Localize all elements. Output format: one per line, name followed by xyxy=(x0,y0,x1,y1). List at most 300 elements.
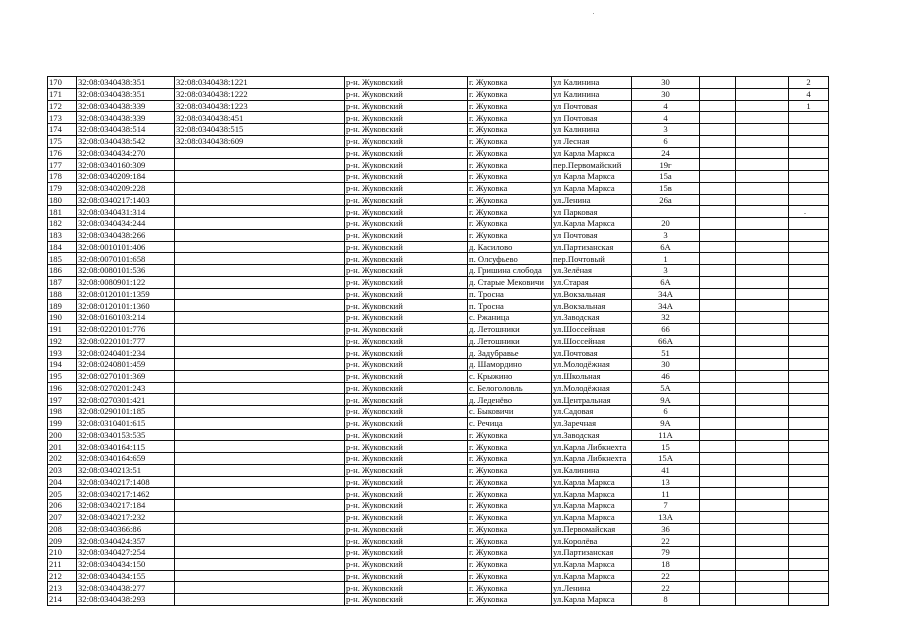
apartment-number-cell xyxy=(789,347,829,359)
locality-cell: г. Жуковка xyxy=(468,100,552,112)
cadastral-number-cell: 32:08:0340434:155 xyxy=(77,570,175,582)
table-row xyxy=(48,77,829,89)
street-cell: ул Почтовая xyxy=(552,112,632,124)
table-row xyxy=(48,476,829,488)
extra-cell-1 xyxy=(700,312,736,324)
scan-speck xyxy=(593,13,594,14)
locality-cell: п. Тросна xyxy=(468,288,552,300)
extra-cell-2 xyxy=(736,464,789,476)
locality-cell: д. Летошники xyxy=(468,323,552,335)
district-cell: р-н. Жуковский xyxy=(345,417,468,429)
house-number-cell: 9А xyxy=(632,417,700,429)
apartment-number-cell xyxy=(789,582,829,594)
apartment-number-cell xyxy=(789,253,829,265)
house-number-cell: 1 xyxy=(632,253,700,265)
room-cadastral-number-cell xyxy=(175,511,345,523)
locality-cell: д. Касилово xyxy=(468,241,552,253)
room-cadastral-number-cell xyxy=(175,370,345,382)
district-cell: р-н. Жуковский xyxy=(345,182,468,194)
street-cell: ул.Шоссейная xyxy=(552,335,632,347)
apartment-number-cell xyxy=(789,206,829,218)
district-cell: р-н. Жуковский xyxy=(345,112,468,124)
district-cell: р-н. Жуковский xyxy=(345,206,468,218)
locality-cell: д. Старые Мековичи xyxy=(468,276,552,288)
house-number-cell: 79 xyxy=(632,547,700,559)
extra-cell-1 xyxy=(700,335,736,347)
street-cell: ул.Калинина xyxy=(552,464,632,476)
apartment-number-cell xyxy=(789,511,829,523)
house-number-cell: 13 xyxy=(632,476,700,488)
street-cell: ул Калинина xyxy=(552,88,632,100)
house-number-cell: 7 xyxy=(632,500,700,512)
street-cell: ул.Карла Либкнехта xyxy=(552,453,632,465)
room-cadastral-number-cell xyxy=(175,312,345,324)
extra-cell-2 xyxy=(736,394,789,406)
cadastral-number-cell: 32:08:0340438:514 xyxy=(77,124,175,136)
cadastral-number-cell: 32:08:0290101:185 xyxy=(77,406,175,418)
cadastral-number-cell: 32:08:0220101:777 xyxy=(77,335,175,347)
apartment-number-cell xyxy=(789,417,829,429)
locality-cell: с. Речица xyxy=(468,417,552,429)
room-cadastral-number-cell xyxy=(175,323,345,335)
street-cell: ул.Карла Маркса xyxy=(552,218,632,230)
extra-cell-1 xyxy=(700,441,736,453)
room-cadastral-number-cell xyxy=(175,218,345,230)
extra-cell-1 xyxy=(700,359,736,371)
cadastral-number-cell: 32:08:0340213:51 xyxy=(77,464,175,476)
street-cell: ул.Вокзальная xyxy=(552,288,632,300)
extra-cell-1 xyxy=(700,594,736,606)
district-cell: р-н. Жуковский xyxy=(345,312,468,324)
extra-cell-2 xyxy=(736,370,789,382)
street-cell: ул.Карла Маркса xyxy=(552,500,632,512)
row-number-cell: 180 xyxy=(48,194,77,206)
room-cadastral-number-cell xyxy=(175,229,345,241)
locality-cell: г. Жуковка xyxy=(468,535,552,547)
house-number-cell: 6 xyxy=(632,135,700,147)
locality-cell: г. Жуковка xyxy=(468,194,552,206)
extra-cell-1 xyxy=(700,558,736,570)
locality-cell: г. Жуковка xyxy=(468,594,552,606)
table-row xyxy=(48,300,829,312)
apartment-number-cell xyxy=(789,276,829,288)
extra-cell-1 xyxy=(700,511,736,523)
room-cadastral-number-cell: 32:08:0340438:1223 xyxy=(175,100,345,112)
house-number-cell: 3 xyxy=(632,265,700,277)
cadastral-number-cell: 32:08:0160103:214 xyxy=(77,312,175,324)
cadastral-number-cell: 32:08:0340160:309 xyxy=(77,159,175,171)
cadastral-number-cell: 32:08:0340438:351 xyxy=(77,88,175,100)
table-row xyxy=(48,406,829,418)
cadastral-number-cell: 32:08:0240801:459 xyxy=(77,359,175,371)
cadastral-number-cell: 32:08:0340431:314 xyxy=(77,206,175,218)
apartment-number-cell xyxy=(789,500,829,512)
row-number-cell: 192 xyxy=(48,335,77,347)
room-cadastral-number-cell xyxy=(175,441,345,453)
room-cadastral-number-cell xyxy=(175,547,345,559)
locality-cell: с. Ржаница xyxy=(468,312,552,324)
table-row xyxy=(48,582,829,594)
table-row xyxy=(48,547,829,559)
house-number-cell: 32 xyxy=(632,312,700,324)
room-cadastral-number-cell xyxy=(175,464,345,476)
extra-cell-1 xyxy=(700,100,736,112)
table-row xyxy=(48,359,829,371)
table-row xyxy=(48,347,829,359)
district-cell: р-н. Жуковский xyxy=(345,453,468,465)
cadastral-number-cell: 32:08:0270101:369 xyxy=(77,370,175,382)
cadastral-number-cell: 32:08:0010101:406 xyxy=(77,241,175,253)
extra-cell-2 xyxy=(736,429,789,441)
street-cell: ул Лесная xyxy=(552,135,632,147)
room-cadastral-number-cell: 32:08:0340438:1222 xyxy=(175,88,345,100)
street-cell: ул Почтовая xyxy=(552,229,632,241)
cadastral-number-cell: 32:08:0340164:659 xyxy=(77,453,175,465)
cadastral-number-cell: 32:08:0340217:1408 xyxy=(77,476,175,488)
street-cell: ул.Почтовая xyxy=(552,347,632,359)
cadastral-number-cell: 32:08:0340217:184 xyxy=(77,500,175,512)
cadastral-number-cell: 32:08:0340438:266 xyxy=(77,229,175,241)
locality-cell: с. Белоголовль xyxy=(468,382,552,394)
extra-cell-2 xyxy=(736,570,789,582)
row-number-cell: 179 xyxy=(48,182,77,194)
district-cell: р-н. Жуковский xyxy=(345,570,468,582)
table-row xyxy=(48,323,829,335)
room-cadastral-number-cell xyxy=(175,406,345,418)
extra-cell-2 xyxy=(736,547,789,559)
district-cell: р-н. Жуковский xyxy=(345,441,468,453)
cadastral-number-cell: 32:08:0340366:86 xyxy=(77,523,175,535)
extra-cell-2 xyxy=(736,147,789,159)
extra-cell-2 xyxy=(736,594,789,606)
cadastral-number-cell: 32:08:0310401:615 xyxy=(77,417,175,429)
district-cell: р-н. Жуковский xyxy=(345,429,468,441)
row-number-cell: 181 xyxy=(48,206,77,218)
street-cell: ул.Центральная xyxy=(552,394,632,406)
room-cadastral-number-cell xyxy=(175,182,345,194)
locality-cell: г. Жуковка xyxy=(468,147,552,159)
table-row xyxy=(48,88,829,100)
locality-cell: г. Жуковка xyxy=(468,570,552,582)
extra-cell-2 xyxy=(736,511,789,523)
row-number-cell: 198 xyxy=(48,406,77,418)
house-number-cell: 4 xyxy=(632,100,700,112)
extra-cell-2 xyxy=(736,406,789,418)
row-number-cell: 185 xyxy=(48,253,77,265)
house-number-cell: 34А xyxy=(632,288,700,300)
table-row xyxy=(48,570,829,582)
room-cadastral-number-cell xyxy=(175,171,345,183)
extra-cell-1 xyxy=(700,347,736,359)
street-cell: ул.Карла Маркса xyxy=(552,570,632,582)
house-number-cell: 6А xyxy=(632,276,700,288)
apartment-number-cell xyxy=(789,547,829,559)
apartment-number-cell xyxy=(789,229,829,241)
district-cell: р-н. Жуковский xyxy=(345,241,468,253)
row-number-cell: 193 xyxy=(48,347,77,359)
district-cell: р-н. Жуковский xyxy=(345,147,468,159)
row-number-cell: 187 xyxy=(48,276,77,288)
extra-cell-1 xyxy=(700,582,736,594)
street-cell: ул.Шоссейная xyxy=(552,323,632,335)
room-cadastral-number-cell xyxy=(175,523,345,535)
cadastral-number-cell: 32:08:0220101:776 xyxy=(77,323,175,335)
table-row xyxy=(48,229,829,241)
district-cell: р-н. Жуковский xyxy=(345,347,468,359)
house-number-cell: 30 xyxy=(632,77,700,89)
locality-cell: г. Жуковка xyxy=(468,77,552,89)
extra-cell-1 xyxy=(700,570,736,582)
room-cadastral-number-cell xyxy=(175,359,345,371)
extra-cell-1 xyxy=(700,253,736,265)
extra-cell-2 xyxy=(736,347,789,359)
row-number-cell: 203 xyxy=(48,464,77,476)
district-cell: р-н. Жуковский xyxy=(345,547,468,559)
street-cell: ул.Молодёжная xyxy=(552,359,632,371)
extra-cell-2 xyxy=(736,476,789,488)
house-number-cell: 36 xyxy=(632,523,700,535)
apartment-number-cell xyxy=(789,558,829,570)
house-number-cell: 46 xyxy=(632,370,700,382)
table-row xyxy=(48,370,829,382)
house-number-cell: 20 xyxy=(632,218,700,230)
room-cadastral-number-cell xyxy=(175,429,345,441)
district-cell: р-н. Жуковский xyxy=(345,488,468,500)
district-cell: р-н. Жуковский xyxy=(345,135,468,147)
row-number-cell: 170 xyxy=(48,77,77,89)
street-cell: ул.Карла Маркса xyxy=(552,511,632,523)
row-number-cell: 199 xyxy=(48,417,77,429)
extra-cell-1 xyxy=(700,523,736,535)
apartment-number-cell xyxy=(789,112,829,124)
apartment-number-cell xyxy=(789,135,829,147)
house-number-cell: 15А xyxy=(632,453,700,465)
house-number-cell: 30 xyxy=(632,88,700,100)
room-cadastral-number-cell xyxy=(175,500,345,512)
district-cell: р-н. Жуковский xyxy=(345,124,468,136)
apartment-number-cell xyxy=(789,359,829,371)
house-number-cell xyxy=(632,206,700,218)
house-number-cell: 22 xyxy=(632,535,700,547)
extra-cell-1 xyxy=(700,417,736,429)
room-cadastral-number-cell xyxy=(175,488,345,500)
extra-cell-2 xyxy=(736,382,789,394)
table-row xyxy=(48,112,829,124)
house-number-cell: 3 xyxy=(632,229,700,241)
room-cadastral-number-cell xyxy=(175,276,345,288)
extra-cell-2 xyxy=(736,124,789,136)
table-row xyxy=(48,312,829,324)
room-cadastral-number-cell: 32:08:0340438:515 xyxy=(175,124,345,136)
row-number-cell: 200 xyxy=(48,429,77,441)
street-cell: пер.Почтовый xyxy=(552,253,632,265)
apartment-number-cell xyxy=(789,265,829,277)
cadastral-number-cell: 32:08:0340209:184 xyxy=(77,171,175,183)
table-row xyxy=(48,276,829,288)
extra-cell-1 xyxy=(700,124,736,136)
extra-cell-1 xyxy=(700,370,736,382)
locality-cell: г. Жуковка xyxy=(468,500,552,512)
district-cell: р-н. Жуковский xyxy=(345,594,468,606)
row-number-cell: 188 xyxy=(48,288,77,300)
house-number-cell: 8 xyxy=(632,594,700,606)
district-cell: р-н. Жуковский xyxy=(345,288,468,300)
house-number-cell: 30 xyxy=(632,359,700,371)
table-row xyxy=(48,288,829,300)
district-cell: р-н. Жуковский xyxy=(345,77,468,89)
extra-cell-2 xyxy=(736,276,789,288)
table-row xyxy=(48,124,829,136)
cadastral-number-cell: 32:08:0340434:244 xyxy=(77,218,175,230)
row-number-cell: 213 xyxy=(48,582,77,594)
district-cell: р-н. Жуковский xyxy=(345,159,468,171)
extra-cell-1 xyxy=(700,265,736,277)
apartment-number-cell xyxy=(789,382,829,394)
street-cell: ул.Карла Либкнехта xyxy=(552,441,632,453)
extra-cell-1 xyxy=(700,112,736,124)
locality-cell: д. Шамордино xyxy=(468,359,552,371)
apartment-number-cell xyxy=(789,171,829,183)
room-cadastral-number-cell xyxy=(175,253,345,265)
row-number-cell: 172 xyxy=(48,100,77,112)
row-number-cell: 207 xyxy=(48,511,77,523)
house-number-cell: 15а xyxy=(632,171,700,183)
district-cell: р-н. Жуковский xyxy=(345,229,468,241)
district-cell: р-н. Жуковский xyxy=(345,359,468,371)
extra-cell-2 xyxy=(736,441,789,453)
extra-cell-2 xyxy=(736,229,789,241)
street-cell: ул.Заречная xyxy=(552,417,632,429)
district-cell: р-н. Жуковский xyxy=(345,464,468,476)
apartment-number-cell xyxy=(789,241,829,253)
street-cell: ул.Заводская xyxy=(552,429,632,441)
street-cell: ул.Карла Маркса xyxy=(552,594,632,606)
locality-cell: г. Жуковка xyxy=(468,523,552,535)
row-number-cell: 194 xyxy=(48,359,77,371)
room-cadastral-number-cell xyxy=(175,194,345,206)
street-cell: ул.Школьная xyxy=(552,370,632,382)
row-number-cell: 190 xyxy=(48,312,77,324)
cadastral-number-cell: 32:08:0340434:150 xyxy=(77,558,175,570)
apartment-number-cell: 4 xyxy=(789,88,829,100)
table-row xyxy=(48,171,829,183)
locality-cell: г. Жуковка xyxy=(468,464,552,476)
extra-cell-1 xyxy=(700,394,736,406)
register-table xyxy=(47,76,829,606)
street-cell: ул.Карла Маркса xyxy=(552,476,632,488)
row-number-cell: 202 xyxy=(48,453,77,465)
table-row xyxy=(48,241,829,253)
apartment-number-cell xyxy=(789,147,829,159)
register-table-body xyxy=(48,77,829,606)
district-cell: р-н. Жуковский xyxy=(345,171,468,183)
room-cadastral-number-cell xyxy=(175,594,345,606)
cadastral-number-cell: 32:08:0340438:339 xyxy=(77,112,175,124)
street-cell: ул.Заводская xyxy=(552,312,632,324)
district-cell: р-н. Жуковский xyxy=(345,194,468,206)
row-number-cell: 211 xyxy=(48,558,77,570)
extra-cell-2 xyxy=(736,582,789,594)
district-cell: р-н. Жуковский xyxy=(345,394,468,406)
locality-cell: г. Жуковка xyxy=(468,171,552,183)
table-row xyxy=(48,535,829,547)
row-number-cell: 182 xyxy=(48,218,77,230)
district-cell: р-н. Жуковский xyxy=(345,511,468,523)
cadastral-number-cell: 32:08:0340209:228 xyxy=(77,182,175,194)
house-number-cell: 9А xyxy=(632,394,700,406)
apartment-number-cell xyxy=(789,312,829,324)
locality-cell: с. Быковичи xyxy=(468,406,552,418)
cadastral-number-cell: 32:08:0340438:351 xyxy=(77,77,175,89)
table-row xyxy=(48,100,829,112)
locality-cell: г. Жуковка xyxy=(468,488,552,500)
street-cell: ул Калинина xyxy=(552,124,632,136)
table-row xyxy=(48,488,829,500)
table-row xyxy=(48,523,829,535)
cadastral-number-cell: 32:08:0340217:232 xyxy=(77,511,175,523)
extra-cell-2 xyxy=(736,171,789,183)
row-number-cell: 197 xyxy=(48,394,77,406)
apartment-number-cell xyxy=(789,182,829,194)
row-number-cell: 175 xyxy=(48,135,77,147)
cadastral-number-cell: 32:08:0340438:277 xyxy=(77,582,175,594)
cadastral-number-cell: 32:08:0340438:293 xyxy=(77,594,175,606)
room-cadastral-number-cell xyxy=(175,206,345,218)
street-cell: ул.Ленина xyxy=(552,194,632,206)
house-number-cell: 51 xyxy=(632,347,700,359)
locality-cell: п. Олсуфьево xyxy=(468,253,552,265)
row-number-cell: 173 xyxy=(48,112,77,124)
apartment-number-cell: 1 xyxy=(789,100,829,112)
apartment-number-cell xyxy=(789,370,829,382)
table-row xyxy=(48,464,829,476)
locality-cell: г. Жуковка xyxy=(468,511,552,523)
district-cell: р-н. Жуковский xyxy=(345,253,468,265)
table-row xyxy=(48,453,829,465)
district-cell: р-н. Жуковский xyxy=(345,265,468,277)
extra-cell-1 xyxy=(700,429,736,441)
extra-cell-1 xyxy=(700,323,736,335)
table-row xyxy=(48,429,829,441)
extra-cell-2 xyxy=(736,77,789,89)
cadastral-number-cell: 32:08:0340434:270 xyxy=(77,147,175,159)
extra-cell-2 xyxy=(736,100,789,112)
cadastral-number-cell: 32:08:0270301:421 xyxy=(77,394,175,406)
row-number-cell: 204 xyxy=(48,476,77,488)
room-cadastral-number-cell xyxy=(175,159,345,171)
house-number-cell: 66 xyxy=(632,323,700,335)
table-row xyxy=(48,441,829,453)
row-number-cell: 177 xyxy=(48,159,77,171)
room-cadastral-number-cell xyxy=(175,347,345,359)
apartment-number-cell xyxy=(789,394,829,406)
house-number-cell: 22 xyxy=(632,582,700,594)
apartment-number-cell xyxy=(789,323,829,335)
apartment-number-cell xyxy=(789,218,829,230)
extra-cell-2 xyxy=(736,523,789,535)
house-number-cell: 26а xyxy=(632,194,700,206)
extra-cell-2 xyxy=(736,135,789,147)
extra-cell-2 xyxy=(736,265,789,277)
cadastral-number-cell: 32:08:0080101:536 xyxy=(77,265,175,277)
extra-cell-2 xyxy=(736,500,789,512)
street-cell: ул Почтовая xyxy=(552,100,632,112)
apartment-number-cell xyxy=(789,570,829,582)
row-number-cell: 195 xyxy=(48,370,77,382)
row-number-cell: 209 xyxy=(48,535,77,547)
apartment-number-cell xyxy=(789,406,829,418)
house-number-cell: 6А xyxy=(632,241,700,253)
